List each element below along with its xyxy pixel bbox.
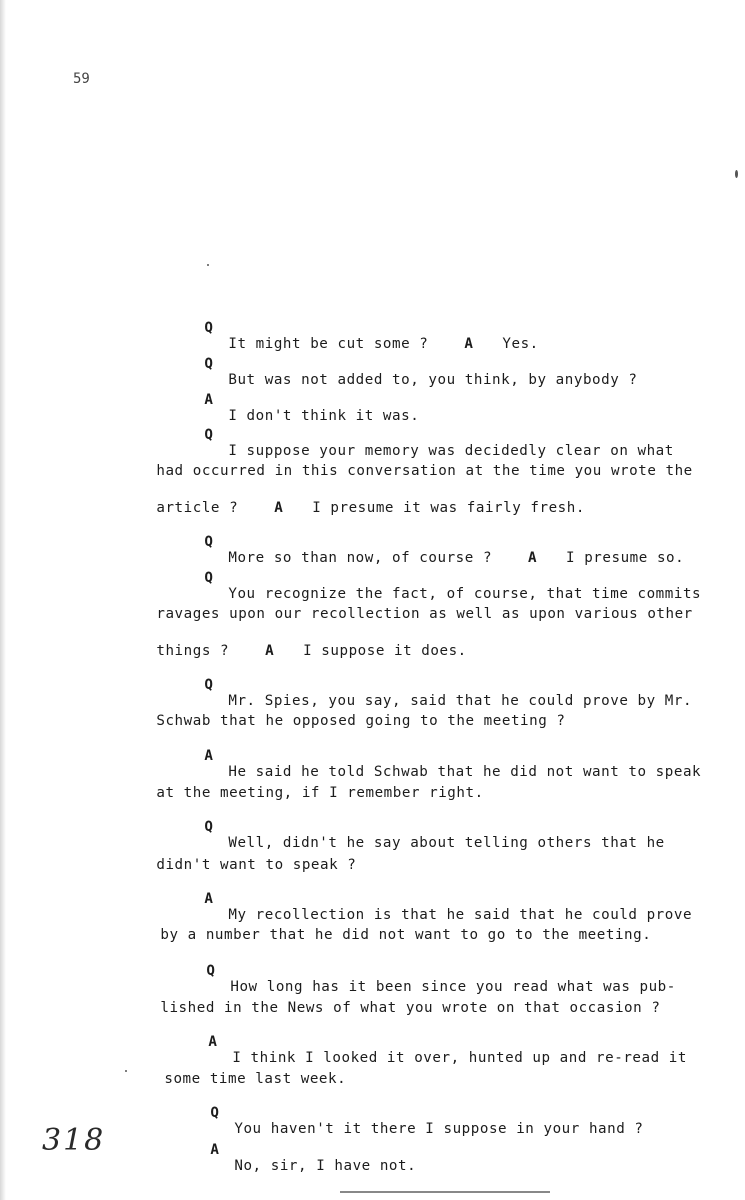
answer-text: I presume so. (566, 550, 685, 566)
question-marker: Q (204, 570, 214, 586)
transcript-line (174, 1126, 416, 1190)
answer-marker: A (208, 1034, 218, 1050)
answer-marker: A (274, 500, 284, 516)
question-marker: Q (206, 963, 216, 979)
question-marker: Q (204, 534, 214, 550)
answer-text: I presume it was fairly fresh. (312, 500, 585, 516)
scan-bottom-mark (340, 1191, 550, 1193)
answer-marker: A (204, 891, 214, 907)
line-text: No, sir, I have not. (234, 1158, 417, 1174)
line-text: You haven't it there I suppose in your hand ? (234, 1121, 644, 1137)
answer-marker: A (464, 336, 474, 352)
question-marker: Q (204, 819, 214, 835)
scan-speck (125, 1070, 127, 1072)
line-text: had occurred in this conversation at the time you wrote the (156, 463, 693, 479)
question-marker: Q (204, 427, 214, 443)
page-number: 59 (73, 71, 90, 87)
line-text: He said he told Schwab that he did not want to speak (228, 764, 702, 780)
line-text: It might be cut some ? (228, 336, 429, 352)
line-text: How long has it been since you read what was pub- (230, 979, 676, 995)
line-text: by a number that he did not want to go to the meeting. (160, 927, 652, 943)
line-text: You recognize the fact, of course, that time commits (228, 586, 702, 602)
line-text: some time last week. (164, 1071, 347, 1087)
line-text: I don't think it was. (228, 408, 420, 424)
line-text: didn't want to speak ? (156, 857, 357, 873)
question-marker: Q (204, 320, 214, 336)
line-text: lished in the News of what you wrote on that occasion ? (160, 1000, 661, 1016)
line-text: More so than now, of course ? (228, 550, 493, 566)
line-text: I think I looked it over, hunted up and re-read it (232, 1050, 687, 1066)
line-text: Mr. Spies, you say, said that he could prove by Mr. (228, 693, 693, 709)
answer-marker: A (204, 392, 214, 408)
scan-speck (207, 264, 209, 266)
line-text: Well, didn't he say about telling others that he (228, 835, 665, 851)
line-text: at the meeting, if I remember right. (156, 785, 484, 801)
line-text: article ? (156, 500, 239, 516)
line-text: I suppose your memory was decidedly clear on what (228, 443, 674, 459)
handwritten-margin-number: 318 (42, 1123, 106, 1158)
scan-speck (735, 170, 738, 178)
answer-marker: A (210, 1142, 220, 1158)
answer-text: Yes. (502, 336, 539, 352)
answer-marker: A (528, 550, 538, 566)
question-marker: Q (210, 1105, 220, 1121)
question-marker: Q (204, 356, 214, 372)
scan-edge-shadow (0, 0, 6, 1200)
answer-marker: A (204, 748, 214, 764)
line-text: ravages upon our recollection as well as upon various other (156, 606, 693, 622)
answer-text: I suppose it does. (303, 643, 467, 659)
line-text: Schwab that he opposed going to the meeting ? (156, 713, 566, 729)
line-text: My recollection is that he said that he could prove (228, 907, 693, 923)
line-text: things ? (156, 643, 230, 659)
line-text: But was not added to, you think, by anybody ? (228, 372, 638, 388)
answer-marker: A (265, 643, 275, 659)
question-marker: Q (204, 677, 214, 693)
